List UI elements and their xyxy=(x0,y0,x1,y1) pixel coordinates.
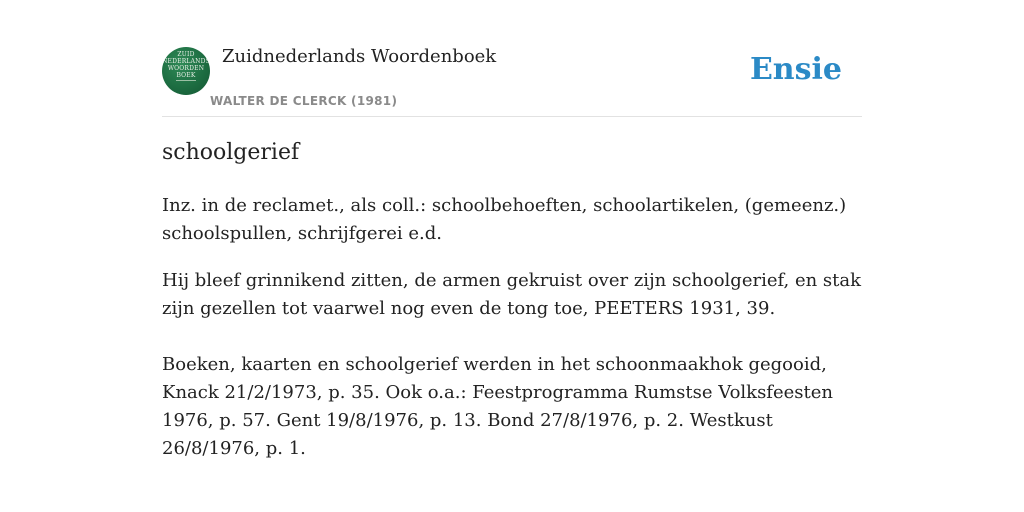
entry-card xyxy=(162,0,862,459)
logo-line-1: ZUID xyxy=(177,51,195,58)
ensie-brand-logo[interactable]: Ensie xyxy=(749,52,842,87)
logo-divider xyxy=(176,80,196,81)
entry-example-2: Boeken, kaarten en schoolgerief werden in het schoonmaakhok gegooid, Knack 21/2/1973, p. 35. Ook o.a.: Feestprogramma Rumstse Volksfeesten 1976, p. 57. Gent 19/8/1976, p. 13. Bond 27/8/1976, p. 2. Westkust 26/8/1976, p. 1. xyxy=(162,354,833,459)
logo-lettering xyxy=(162,51,210,79)
entry-definition: Inz. in de reclamet., als coll.: schoolbehoeften, schoolartikelen, (gemeenz.) schoolspullen, schrijfgerei e.d. xyxy=(162,195,847,244)
entry-headword: schoolgerief xyxy=(162,140,300,165)
dictionary-logo[interactable] xyxy=(162,47,210,95)
logo-line-2: NEDERLANDS xyxy=(162,58,210,65)
logo-line-4: BOEK xyxy=(176,72,196,79)
dictionary-title[interactable]: Zuidnederlands Woordenboek xyxy=(222,46,497,67)
dictionary-author: WALTER DE CLERCK (1981) xyxy=(210,94,398,108)
entry-example-1: Hij bleef grinnikend zitten, de armen gekruist over zijn schoolgerief, en stak zijn gezellen tot vaarwel nog even de tong toe, PEETERS 1931, 39. xyxy=(162,270,862,319)
logo-line-3: WOORDEN xyxy=(167,65,205,72)
dictionary-header xyxy=(162,0,862,117)
